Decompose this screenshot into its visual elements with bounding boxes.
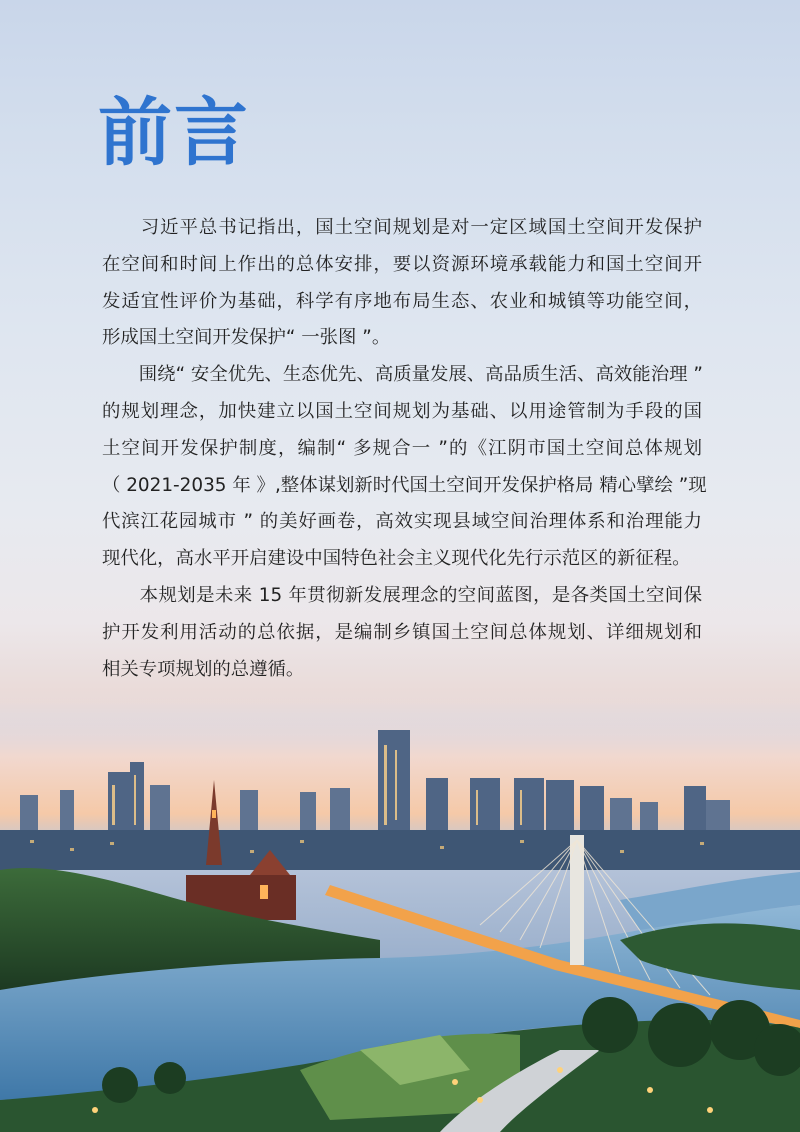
paragraph bbox=[102, 357, 707, 578]
text-line: 本规划是未来 15 年贯彻新发展理念的空间蓝图，是各类国土空间保 bbox=[102, 584, 702, 606]
text-line: 的规划理念，加快建立以国土空间规划为基础、以用途管制为手段的国 bbox=[102, 400, 702, 422]
paragraph bbox=[102, 210, 702, 357]
text-line: 习近平总书记指出，国土空间规划是对一定区域国土空间开发保护 bbox=[102, 217, 702, 238]
text-line: 相关专项规划的总遵循。 bbox=[102, 658, 305, 680]
text-line: 在空间和时间上作出的总体安排，要以资源环境承载能力和国土空间开 bbox=[102, 253, 702, 275]
paragraph bbox=[102, 578, 702, 688]
text-line: 土空间开发保护制度，编制“ 多规合一 ”的《江阴市国土空间总体规划 bbox=[102, 437, 702, 459]
text-line: 围绕“ 安全优先、生态优先、高质量发展、高品质生活、高效能治理 ” bbox=[102, 364, 703, 386]
text-line: 发适宜性评价为基础，科学有序地布局生态、农业和城镇等功能空间， bbox=[102, 290, 702, 312]
text-line: 代滨江花园城市 ” 的美好画卷，高效实现县域空间治理体系和治理能力 bbox=[102, 511, 702, 533]
city-skyline-image bbox=[0, 690, 800, 1132]
text-line: （ 2021-2035 年 》,整体谋划新时代国土空间开发保护格局 精心擘绘 ”现 bbox=[102, 474, 707, 496]
text-line: 形成国土空间开发保护“ 一张图 ”。 bbox=[102, 327, 391, 349]
page-title: 前言 bbox=[98, 90, 250, 176]
text-line: 护开发利用活动的总依据，是编制乡镇国土空间总体规划、详细规划和 bbox=[102, 621, 702, 643]
preface-body bbox=[102, 210, 707, 688]
text-line: 现代化，高水平开启建设中国特色社会主义现代化先行示范区的新征程。 bbox=[102, 548, 691, 570]
